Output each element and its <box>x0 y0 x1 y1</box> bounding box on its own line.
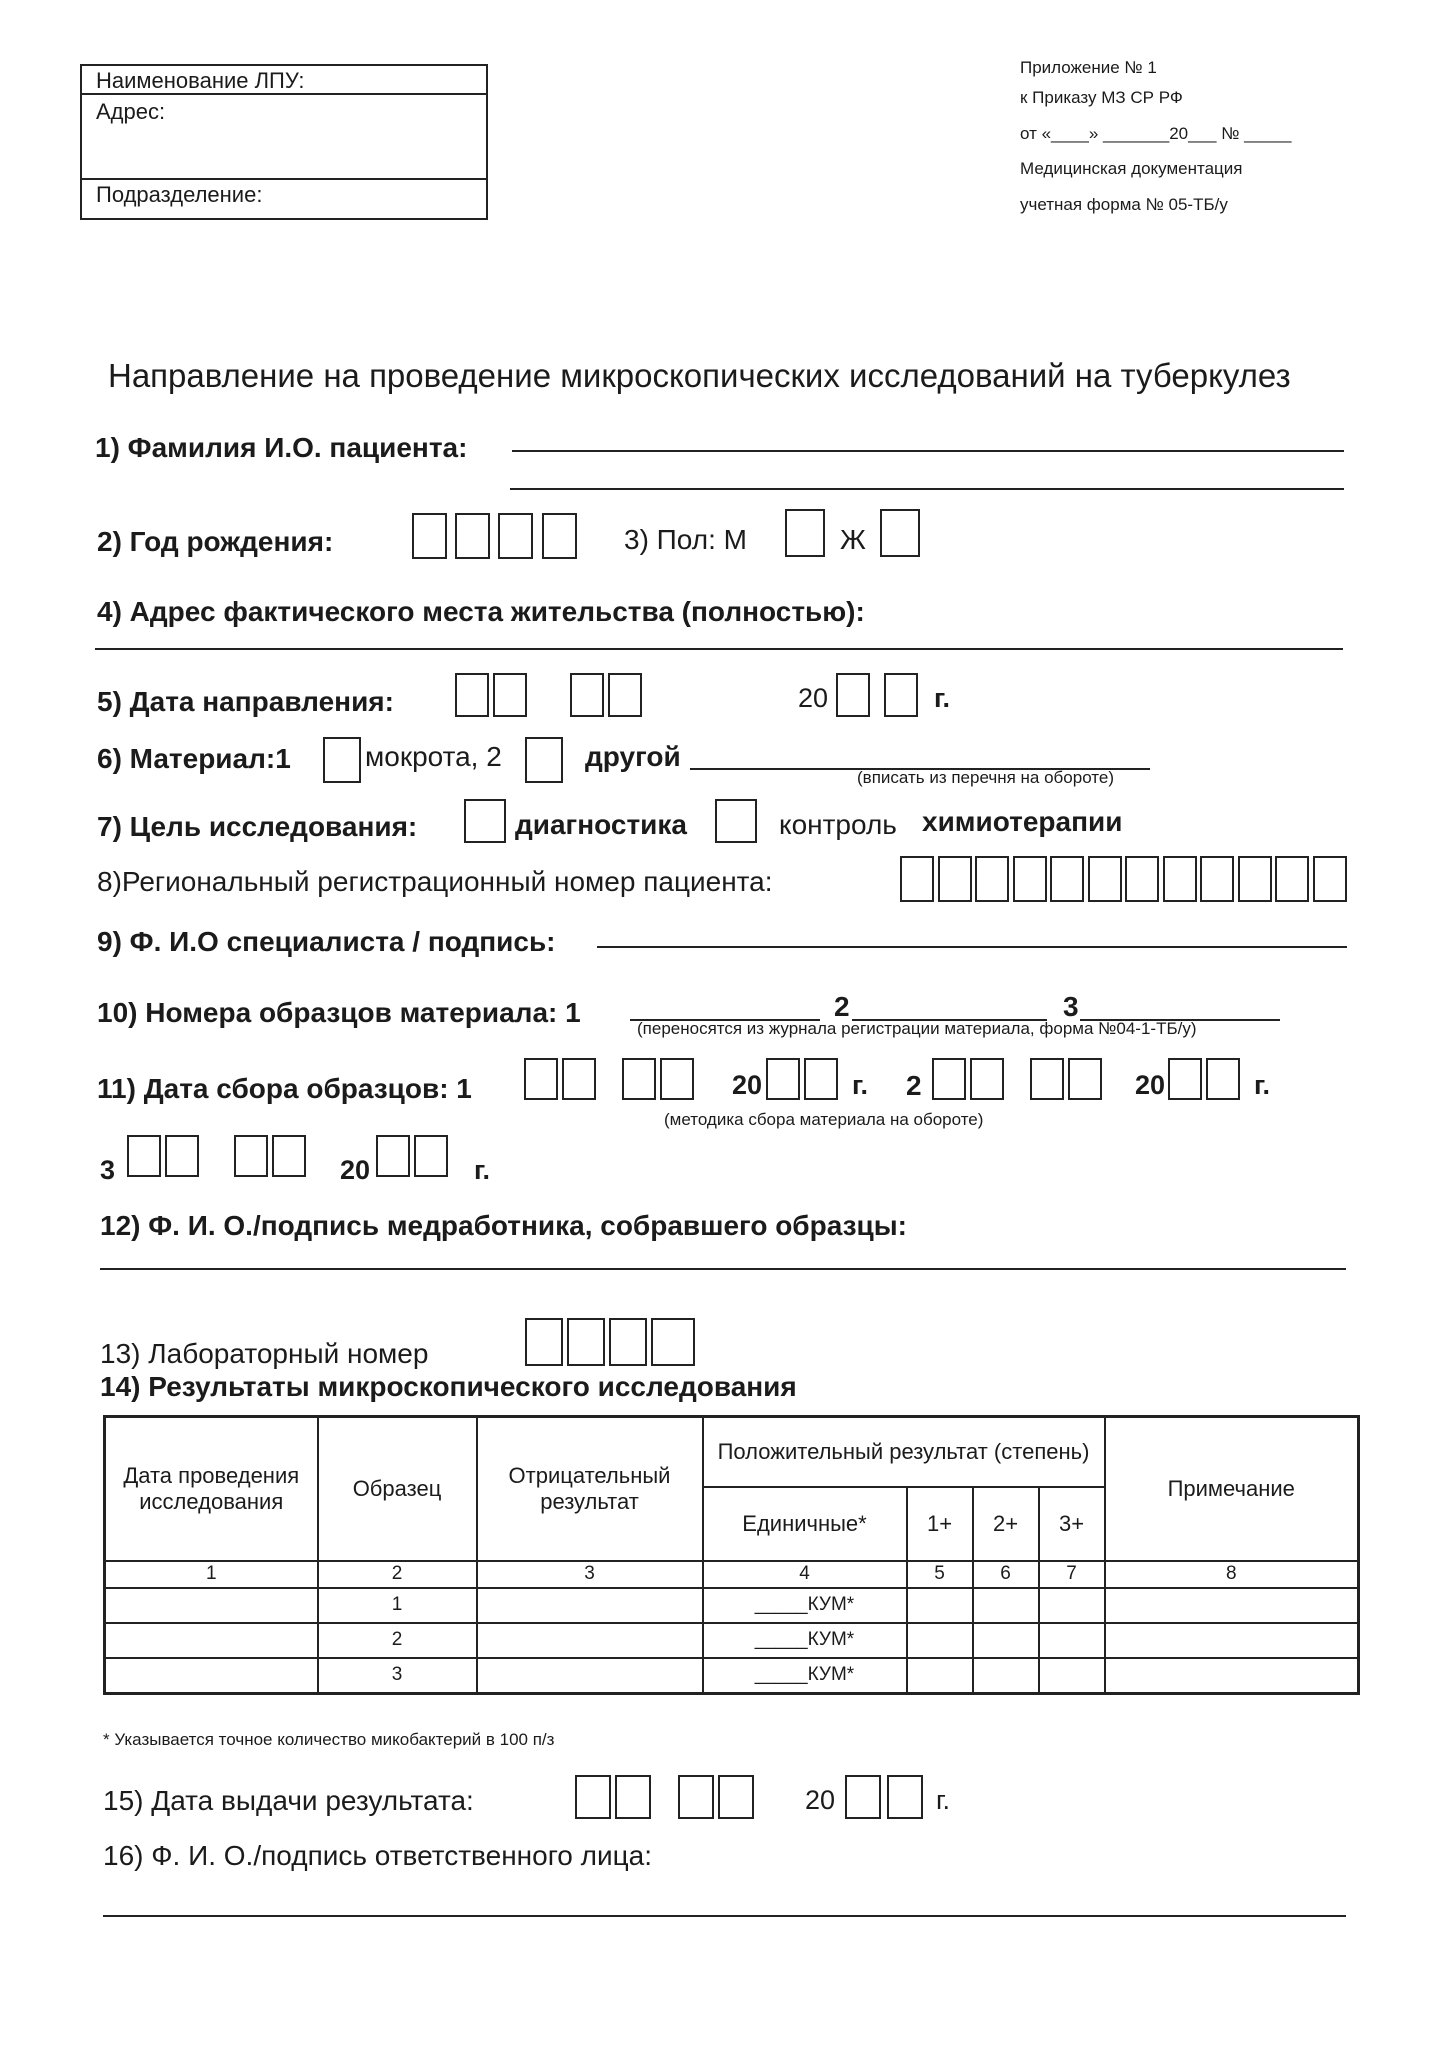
issue-year-2[interactable] <box>887 1775 923 1819</box>
sample-number-3-label: 3 <box>1063 991 1079 1022</box>
note-cell[interactable] <box>1105 1623 1359 1658</box>
plus1-cell[interactable] <box>907 1658 973 1694</box>
reg-number-label: 8)Региональный регистрационный номер пациента: <box>97 866 773 897</box>
purpose-label: 7) Цель исследования: <box>97 811 418 842</box>
lpu-row <box>82 66 486 95</box>
collection3-century: 20 <box>340 1155 371 1185</box>
lpu-label: Наименование ЛПУ: <box>96 68 305 93</box>
collection3-g: г. <box>474 1155 491 1185</box>
birth-year-digit-4[interactable] <box>542 513 577 559</box>
collection1-century: 20 <box>732 1070 763 1100</box>
sample-numbers-label: 10) Номера образцов материала: 1 <box>97 997 581 1028</box>
reg-number-digit-1[interactable] <box>900 856 934 902</box>
footnote: * Указывается точное количество микобактерий в 100 п/з <box>103 1730 555 1749</box>
lab-number-digit-1[interactable] <box>525 1318 563 1366</box>
referral-month-1[interactable] <box>570 673 604 717</box>
sample-cell: 3 <box>318 1658 477 1694</box>
sex-female-checkbox[interactable] <box>880 509 920 557</box>
note-cell[interactable] <box>1105 1658 1359 1694</box>
table-row <box>105 1588 1359 1623</box>
plus2-cell[interactable] <box>973 1658 1039 1694</box>
collection1-day-2[interactable] <box>562 1058 596 1100</box>
col-date-header: Дата проведения исследования <box>105 1417 318 1561</box>
appendix-line4: Медицинская документация <box>1020 159 1243 178</box>
plus1-cell[interactable] <box>907 1588 973 1623</box>
reg-number-digit-6[interactable] <box>1088 856 1122 902</box>
referral-century: 20 <box>798 683 829 713</box>
material-sputum-checkbox[interactable] <box>323 737 361 783</box>
collection-note: (методика сбора материала на обороте) <box>664 1110 984 1129</box>
collection1-year-2[interactable] <box>804 1058 838 1100</box>
issue-g: г. <box>936 1785 951 1815</box>
reg-number-digit-9[interactable] <box>1200 856 1234 902</box>
purpose-diagnostic-label: диагностика <box>515 809 687 840</box>
material-other-note: (вписать из перечня на обороте) <box>857 768 1114 787</box>
collection3-month-2[interactable] <box>272 1135 306 1177</box>
referral-day-1[interactable] <box>455 673 489 717</box>
sex-male-checkbox[interactable] <box>785 509 825 557</box>
department-label: Подразделение: <box>96 182 263 207</box>
collection3-year-2[interactable] <box>414 1135 448 1177</box>
col-2plus-header: 2+ <box>973 1487 1039 1561</box>
collection1-day-1[interactable] <box>524 1058 558 1100</box>
negative-cell[interactable] <box>477 1658 703 1694</box>
appendix-line3: от «____» _______20___ № _____ <box>1020 124 1292 143</box>
single-cell[interactable]: _____КУМ* <box>703 1588 907 1623</box>
issue-year-1[interactable] <box>845 1775 881 1819</box>
collection2-day-1[interactable] <box>932 1058 966 1100</box>
collection2-day-2[interactable] <box>970 1058 1004 1100</box>
specialist-line[interactable] <box>597 946 1347 948</box>
col-number: 2 <box>318 1561 477 1588</box>
plus3-cell[interactable] <box>1039 1623 1105 1658</box>
collection3-day-1[interactable] <box>127 1135 161 1177</box>
col-number: 7 <box>1039 1561 1105 1588</box>
birth-year-digit-2[interactable] <box>455 513 490 559</box>
collection2-year-2[interactable] <box>1206 1058 1240 1100</box>
sample-cell: 2 <box>318 1623 477 1658</box>
date-cell[interactable] <box>105 1588 318 1623</box>
issue-month-2[interactable] <box>718 1775 754 1819</box>
collection2-year-1[interactable] <box>1168 1058 1202 1100</box>
purpose-diagnostic-checkbox[interactable] <box>464 799 506 843</box>
patient-name-line-1[interactable] <box>512 450 1344 452</box>
note-cell[interactable] <box>1105 1588 1359 1623</box>
results-label: 14) Результаты микроскопического исследования <box>100 1371 797 1402</box>
institution-box <box>80 64 488 220</box>
lab-number-digit-3[interactable] <box>609 1318 647 1366</box>
col-number: 8 <box>1105 1561 1359 1588</box>
plus3-cell[interactable] <box>1039 1658 1105 1694</box>
negative-cell[interactable] <box>477 1588 703 1623</box>
col-note-header: Примечание <box>1105 1417 1359 1561</box>
patient-name-label: 1) Фамилия И.О. пациента: <box>95 432 468 463</box>
collection3-label: 3 <box>100 1155 116 1185</box>
col-negative-header: Отрицательный результат <box>477 1417 703 1561</box>
collection3-year-1[interactable] <box>376 1135 410 1177</box>
col-number: 6 <box>973 1561 1039 1588</box>
col-single-header: Единичные* <box>703 1487 907 1561</box>
address-residence-label: 4) Адрес фактического места жительства (полностью): <box>97 596 865 627</box>
column-numbers-row <box>105 1561 1359 1588</box>
collector-line[interactable] <box>100 1268 1346 1270</box>
col-sample-header: Образец <box>318 1417 477 1561</box>
single-cell[interactable]: _____КУМ* <box>703 1623 907 1658</box>
collection-date-label: 11) Дата сбора образцов: 1 <box>97 1073 472 1104</box>
issue-century: 20 <box>805 1785 836 1815</box>
col-1plus-header: 1+ <box>907 1487 973 1561</box>
specialist-label: 9) Ф. И.О специалиста / подпись: <box>97 926 556 957</box>
referral-year-suffix: г. <box>934 683 951 713</box>
collection1-month-2[interactable] <box>660 1058 694 1100</box>
material-other-checkbox[interactable] <box>525 737 563 783</box>
reg-number-digit-10[interactable] <box>1238 856 1272 902</box>
date-cell[interactable] <box>105 1623 318 1658</box>
col-3plus-header: 3+ <box>1039 1487 1105 1561</box>
referral-year-1[interactable] <box>836 673 870 717</box>
collection2-month-1[interactable] <box>1030 1058 1064 1100</box>
birth-year-digit-3[interactable] <box>498 513 533 559</box>
col-number: 5 <box>907 1561 973 1588</box>
reg-number-digit-12[interactable] <box>1313 856 1347 902</box>
birth-year-digit-1[interactable] <box>412 513 447 559</box>
reg-number-digit-8[interactable] <box>1163 856 1197 902</box>
issue-month-1[interactable] <box>678 1775 714 1819</box>
collection2-g: г. <box>1254 1070 1271 1100</box>
reg-number-digit-4[interactable] <box>1013 856 1047 902</box>
referral-day-2[interactable] <box>493 673 527 717</box>
lab-number-label: 13) Лабораторный номер <box>100 1338 429 1369</box>
sex-label: 3) Пол: М <box>624 524 747 555</box>
appendix-line1: Приложение № 1 <box>1020 58 1157 77</box>
collection1-month-1[interactable] <box>622 1058 656 1100</box>
material-other-label: другой <box>585 741 681 772</box>
single-cell[interactable]: _____КУМ* <box>703 1658 907 1694</box>
collection2-month-2[interactable] <box>1068 1058 1102 1100</box>
issue-day-2[interactable] <box>615 1775 651 1819</box>
col-number: 3 <box>477 1561 703 1588</box>
reg-number-digit-3[interactable] <box>975 856 1009 902</box>
birth-year-label: 2) Год рождения: <box>97 526 334 557</box>
appendix-line5: учетная форма № 05-ТБ/у <box>1020 195 1228 214</box>
col-number: 1 <box>105 1561 318 1588</box>
purpose-control-label: контроль <box>779 809 897 840</box>
material-label: 6) Материал:1 <box>97 743 291 774</box>
sample-numbers-note: (переносятся из журнала регистрации материала, форма №04-1-ТБ/у) <box>637 1019 1197 1038</box>
col-number: 4 <box>703 1561 907 1588</box>
collector-label: 12) Ф. И. О./подпись медработника, собравшего образцы: <box>100 1210 907 1241</box>
reg-number-digit-2[interactable] <box>938 856 972 902</box>
issue-day-1[interactable] <box>575 1775 611 1819</box>
patient-name-line-2[interactable] <box>510 488 1344 490</box>
address-residence-line[interactable] <box>95 648 1343 650</box>
referral-date-label: 5) Дата направления: <box>97 686 394 717</box>
date-cell[interactable] <box>105 1658 318 1694</box>
department-divider <box>80 178 488 180</box>
table-row <box>105 1623 1359 1658</box>
collection1-g: г. <box>852 1070 869 1100</box>
collection2-label: 2 <box>906 1070 922 1101</box>
issue-date-label: 15) Дата выдачи результата: <box>103 1785 474 1816</box>
collection1-year-1[interactable] <box>766 1058 800 1100</box>
sex-female-label: Ж <box>840 524 866 555</box>
collection2-century: 20 <box>1135 1070 1166 1100</box>
responsible-line[interactable] <box>103 1915 1346 1917</box>
referral-year-2[interactable] <box>884 673 918 717</box>
lab-number-digit-4[interactable] <box>651 1318 695 1366</box>
lab-number-digit-2[interactable] <box>567 1318 605 1366</box>
plus2-cell[interactable] <box>973 1588 1039 1623</box>
sample-number-2-label: 2 <box>834 991 850 1022</box>
col-positive-header: Положительный результат (степень) <box>703 1417 1105 1487</box>
purpose-chemo-label: химиотерапии <box>922 806 1123 837</box>
collection3-day-2[interactable] <box>165 1135 199 1177</box>
appendix-line2: к Приказу МЗ СР РФ <box>1020 88 1183 107</box>
purpose-control-checkbox[interactable] <box>715 799 757 843</box>
plus2-cell[interactable] <box>973 1623 1039 1658</box>
negative-cell[interactable] <box>477 1623 703 1658</box>
sample-cell: 1 <box>318 1588 477 1623</box>
form-title: Направление на проведение микроскопических исследований на туберкулез <box>108 357 1291 394</box>
plus3-cell[interactable] <box>1039 1588 1105 1623</box>
reg-number-digit-7[interactable] <box>1125 856 1159 902</box>
material-sputum-label: мокрота, 2 <box>365 741 502 772</box>
plus1-cell[interactable] <box>907 1623 973 1658</box>
results-table <box>103 1415 1360 1695</box>
referral-month-2[interactable] <box>608 673 642 717</box>
reg-number-digit-11[interactable] <box>1275 856 1309 902</box>
reg-number-digit-5[interactable] <box>1050 856 1084 902</box>
responsible-label: 16) Ф. И. О./подпись ответственного лица: <box>103 1840 653 1871</box>
table-row <box>105 1658 1359 1694</box>
collection3-month-1[interactable] <box>234 1135 268 1177</box>
address-label: Адрес: <box>96 99 166 124</box>
